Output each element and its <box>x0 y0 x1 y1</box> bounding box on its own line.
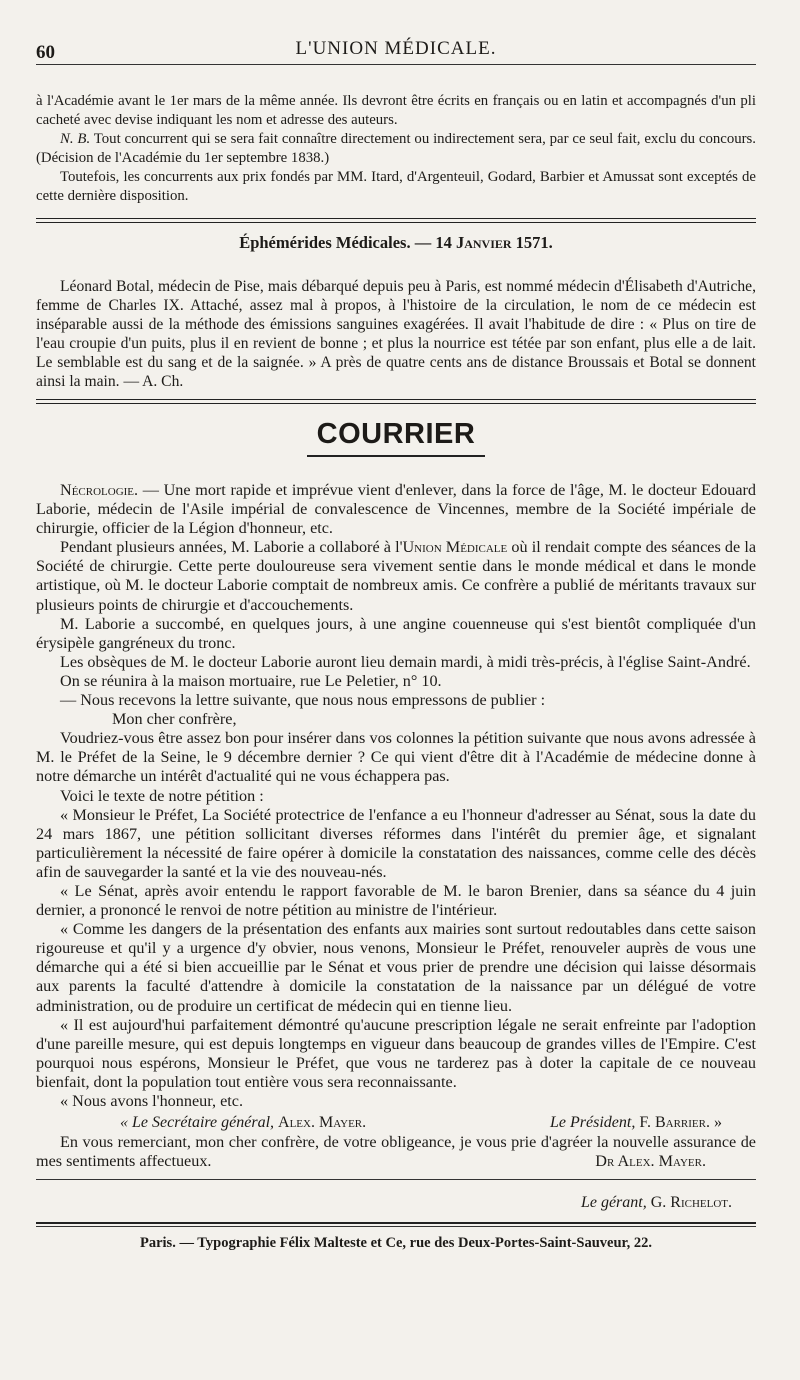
collab-text-b: où il rendait compte des séances de la Société de chirurgie. Cette perte douloureuse sera vivement sentie dans le monde médical et dans le monde artistique, où M. le docteur Laborie comptait de nombreux amis. Ce confrère a publié de méritants travaux sur plusieurs points de chirurgie et d'accouchements. <box>36 538 757 614</box>
petition-paragraph-3: « Comme les dangers de la présentation des enfants aux mairies sont surtout redoutables dans cette saison rigoureuse et qu'il y a urgence d'y obvier, nous venons, Monsieur le Préfet, renouveler auprès de vous une démarche qui a été si bien accueillie par le Sénat et vous prier de prendre une décision qui laisse désormais aux parents la faculté d'attendre à domicile la constatation de la naissance par un délégué de votre administration, ou de produire un certificat de médecin qui en tienne lieu. <box>36 920 756 1015</box>
petition-paragraph-4: « Il est aujourd'hui parfaitement démontré qu'aucune prescription légale ne serait enfreinte par l'adoption d'une pareille mesure, qui est depuis longtemps en vigueur dans beaucoup de grandes villes de l'Empire. C'est pourquoi nous espérons, Monsieur le Préfet, que vous ne tarderez pas à doter la capitale de ce nouveau bienfait, dont la population tout entière vous sera reconnaissante. <box>36 1015 756 1091</box>
ephemerides-heading <box>36 233 756 253</box>
petition-paragraph-2: « Le Sénat, après avoir entendu le rapport favorable de M. le baron Brenier, dans sa séance du 4 juin dernier, a prononcé le renvoi de notre pétition au ministre de l'intérieur. <box>36 881 756 920</box>
header-rule <box>36 64 756 65</box>
imprint-rule <box>36 1222 756 1224</box>
ephemerides-section <box>36 277 756 391</box>
secretary-title: « Le Secrétaire général, <box>120 1114 275 1132</box>
collab-text-a: Pendant plusieurs années, M. Laborie a collaboré à l' <box>60 538 403 557</box>
president-title: Le Président, <box>550 1114 636 1132</box>
letter-closing-paragraph: En vous remerciant, mon cher confrère, de votre obligeance, je vous prie d'agréer la nouvelle assurance de mes sentiments affectueux. <box>36 1133 756 1171</box>
secretary-signature <box>120 1113 366 1133</box>
letter-intro-paragraph: — Nous recevons la lettre suivante, que nous nous empressons de publier : <box>60 691 546 710</box>
journal-title: L'UNION MÉDICALE. <box>295 38 497 59</box>
letter-signature-name: Dr Alex. Mayer. <box>595 1152 706 1171</box>
concours-nb-paragraph <box>36 130 756 168</box>
footer-rule <box>36 1179 756 1180</box>
section-double-rule <box>36 218 756 223</box>
union-medicale-ref: Union Médicale <box>402 538 508 557</box>
petition-signatures <box>36 1113 756 1133</box>
gerant-name: G. Richelot. <box>650 1194 732 1212</box>
ephemerides-title: Éphémérides Médicales. <box>239 233 411 252</box>
necrology-lead: Nécrologie. <box>60 481 139 499</box>
page-number: 60 <box>36 42 55 63</box>
petition-paragraph-1: « Monsieur le Préfet, La Société protectrice de l'enfance a eu l'honneur d'adresser au Sénat, sous la date du 24 mars 1867, une pétition sollicitant diverses réformes dans l'intérêt du premier âge, et signalant particulièrement la nécessité de faire opérer à domicile la constatation des naissances, comme celle des décès afin de sauvegarder la santé et la vie des nouveau-nés. <box>36 805 756 881</box>
necrology-paragraph <box>36 481 756 538</box>
courrier-body <box>36 481 756 1171</box>
petition-intro-paragraph: Voici le texte de notre pétition : <box>60 786 264 805</box>
page-content <box>36 30 756 1252</box>
meeting-paragraph: On se réunira à la maison mortuaire, rue Le Peletier, n° 10. <box>60 671 442 690</box>
nb-lead: N. B. <box>60 131 91 147</box>
funeral-paragraph: Les obsèques de M. le docteur Laborie auront lieu demain mardi, à midi très-précis, à l'église Saint-André. <box>60 652 751 671</box>
imprint-rule-2 <box>36 1226 756 1227</box>
concours-paragraph: à l'Académie avant le 1er mars de la même année. Ils devront être écrits en français ou en latin et accompagnés d'un pli cacheté avec devise indiquant les nom et adresse des auteurs. <box>36 93 756 128</box>
courrier-title: COURRIER <box>307 418 486 457</box>
necrology-text: — Une mort rapide et imprévue vient d'enlever, dans la force de l'âge, M. le docteur Edouard Laborie, médecin de l'Asile impérial de convalescence de Vincennes, membre de la Société impériale de chirurgie, officier de la Légion d'honneur, etc. <box>36 481 757 538</box>
concours-section <box>36 92 756 206</box>
concours-exception-paragraph: Toutefois, les concurrents aux prix fondés par MM. Itard, d'Argenteuil, Godard, Barbier et Amussat sont exceptés de cette dernière disposition. <box>36 169 756 204</box>
president-signature <box>550 1113 722 1133</box>
laborie-collaboration-paragraph <box>36 538 756 614</box>
nb-text: Tout concurrent qui se sera fait connaître directement ou indirectement sera, par ce seul fait, exclu du concours. (Décision de l'Académie du 1er septembre 1838.) <box>36 131 756 166</box>
letter-request-paragraph: Voudriez-vous être assez bon pour insérer dans vos colonnes la pétition suivante que nous avons adressée à M. le Préfet de la Seine, le 9 décembre dernier ? Ce qui vient d'être dit à l'Académie de médecine donne à notre démarche un intérêt d'actualité qui ne vous échappera pas. <box>36 729 756 786</box>
ephemerides-date: — 14 Janvier 1571. <box>414 233 553 252</box>
president-name: F. Barrier. » <box>639 1114 722 1132</box>
running-head <box>36 30 756 63</box>
petition-closing: « Nous avons l'honneur, etc. <box>60 1092 243 1110</box>
letter-salutation: Mon cher confrère, <box>112 710 237 729</box>
laborie-death-paragraph: M. Laborie a succombé, en quelques jours, à une angine couenneuse qui s'est bientôt compliquée d'un érysipèle gangréneux du tronc. <box>36 614 756 652</box>
courrier-heading <box>36 418 756 457</box>
gerant-label: Le gérant, <box>580 1194 647 1212</box>
secretary-name: Alex. Mayer. <box>278 1114 367 1132</box>
printer-imprint: Paris. — Typographie Félix Malteste et Ce, rue des Deux-Portes-Saint-Sauveur, 22. <box>139 1235 652 1252</box>
ephemerides-body: Léonard Botal, médecin de Pise, mais débarqué depuis peu à Paris, est nommé médecin d'Élisabeth d'Autriche, femme de Charles IX. Attaché, assez mal à propos, à l'histoire de la circulation, le nom de ce médecin est inséparable aussi de la méthode des émissions sanguines exagérées. Il avait l'habitude de dire : « Plus on tire de l'eau croupie d'un puits, plus il en revient de bonne ; et plus la nourrice est tétée par son enfant, plus elle a de lait. Le semblable est du sang et de la saignée. » A près de quatre cents ans de distance Broussais et Botal se donnent ainsi la main. — A. Ch. <box>36 278 756 390</box>
courrier-top-rule <box>36 399 756 404</box>
gerant-line <box>36 1194 732 1212</box>
